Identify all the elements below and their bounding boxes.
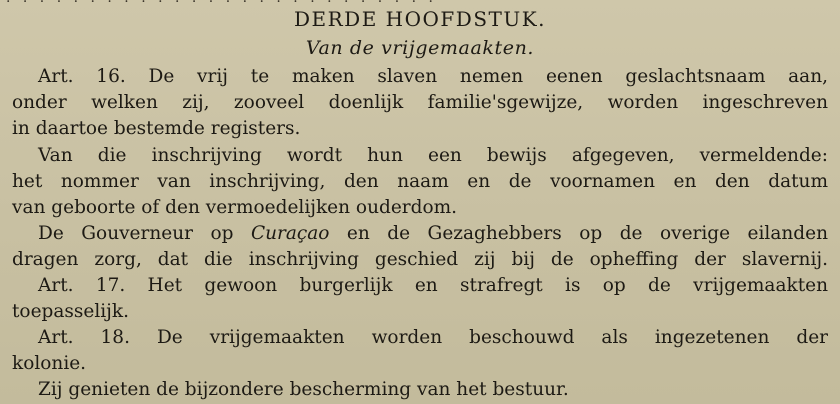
article-16-par3-line-2: dragen zorg, dat die inschrijving geschied zij bij de opheffing der slavernij. (12, 249, 828, 270)
article-18-par2-line-1: Zij genieten de bijzondere bescherming van het bestuur. (38, 379, 569, 400)
article-16-par2-line-1: Van die inschrijving wordt hun een bewijs afgegeven, vermeldende: (38, 145, 828, 166)
article-17-line-1: Art. 17. Het gewoon burgerlijk en strafregt is op de vrijgemaakten (38, 275, 828, 296)
curacao-text: Curaçao (250, 223, 330, 244)
article-16-line-2: onder welken zij, zooveel doenlijk familie'sgewijze, worden ingeschreven (12, 92, 828, 113)
chapter-subheading: Van de vrijgemaakten. (305, 37, 535, 59)
article-16-line-1: Art. 16. De vrij te maken slaven nemen eenen geslachtsnaam aan, (38, 66, 828, 87)
article-17-line-2: toepasselijk. (12, 301, 129, 322)
article-18-line-1: Art. 18. De vrijgemaakten worden beschouwd als ingezetenen der (38, 327, 828, 348)
article-18-line-2: kolonie. (12, 353, 87, 374)
previous-line-fragment: · · · · · · · · · · · · · · · · · · · · · · · · · · (6, 0, 437, 10)
article-16-par3-line-1 (38, 221, 828, 247)
gezaghebbers-text: en de Gezaghebbers op de overige eilanden (329, 223, 828, 244)
article-16-par2-line-2: het nommer van inschrijving, den naam en de voornamen en den datum (12, 171, 828, 192)
article-16-par2-line-3: van geboorte of den vermoedelijken ouderdom. (12, 197, 458, 218)
governor-text: De Gouverneur op (38, 223, 251, 244)
chapter-heading: DERDE HOOFDSTUK. (293, 7, 547, 31)
article-16-line-3: in daartoe bestemde registers. (12, 118, 301, 139)
cut-off-previous-line (0, 0, 840, 10)
